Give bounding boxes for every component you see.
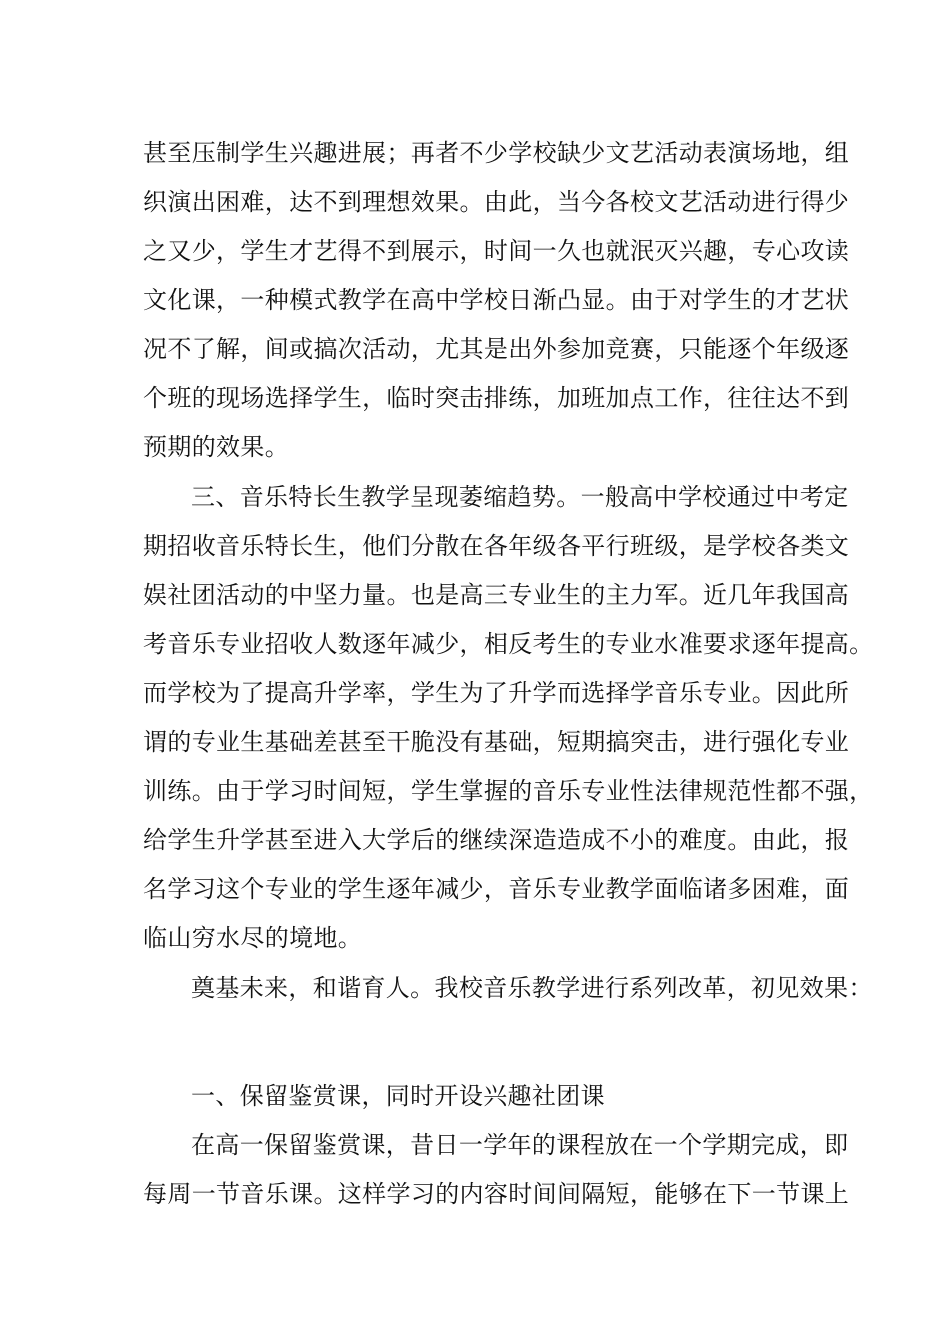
section-heading: 一、保留鉴赏课，同时开设兴趣社团课 bbox=[191, 1082, 605, 1110]
text-line: 预期的效果。 bbox=[143, 433, 290, 461]
text-line: 谓的专业生基础差甚至干脆没有基础，短期搞突击，进行强化专业 bbox=[143, 728, 850, 756]
text-line: 个班的现场选择学生，临时突击排练，加班加点工作，往往达不到 bbox=[143, 384, 850, 412]
text-line: 文化课，一种模式教学在高中学校日渐凸显。由于对学生的才艺状 bbox=[143, 286, 850, 314]
text-line: 期招收音乐特长生，他们分散在各年级各平行班级，是学校各类文 bbox=[143, 532, 850, 560]
text-line: 名学习这个专业的学生逐年减少，音乐专业教学面临诸多困难，面 bbox=[143, 875, 850, 903]
text-line: 况不了解，间或搞次活动，尤其是出外参加竞赛，只能逐个年级逐 bbox=[143, 335, 850, 363]
text-line: 给学生升学甚至进入大学后的继续深造造成不小的难度。由此，报 bbox=[143, 826, 850, 854]
text-line: 考音乐专业招收人数逐年减少，相反考生的专业水准要求逐年提高。 bbox=[143, 630, 874, 658]
text-line: 每周一节音乐课。这样学习的内容时间间隔短，能够在下一节课上 bbox=[143, 1180, 850, 1208]
text-line: 而学校为了提高升学率，学生为了升学而选择学音乐专业。因此所 bbox=[143, 679, 850, 707]
text-line: 在高一保留鉴赏课，昔日一学年的课程放在一个学期完成，即 bbox=[191, 1131, 849, 1159]
text-line: 娱社团活动的中坚力量。也是高三专业生的主力军。近几年我国高 bbox=[143, 581, 850, 609]
text-line: 之又少，学生才艺得不到展示，时间一久也就泯灭兴趣，专心攻读 bbox=[143, 237, 850, 265]
text-line: 甚至压制学生兴趣进展；再者不少学校缺少文艺活动表演场地，组 bbox=[143, 139, 850, 167]
text-line: 织演出困难，达不到理想效果。由此，当今各校文艺活动进行得少 bbox=[143, 188, 850, 216]
text-line: 训练。由于学习时间短，学生掌握的音乐专业性法律规范性都不强， bbox=[143, 777, 874, 805]
text-line: 奠基未来，和谐育人。我校音乐教学进行系列改革，初见效果： bbox=[191, 974, 873, 1002]
text-line: 临山穷水尽的境地。 bbox=[143, 924, 363, 952]
paragraph-heading-line: 三、音乐特长生教学呈现萎缩趋势。一般高中学校通过中考定 bbox=[191, 483, 849, 511]
